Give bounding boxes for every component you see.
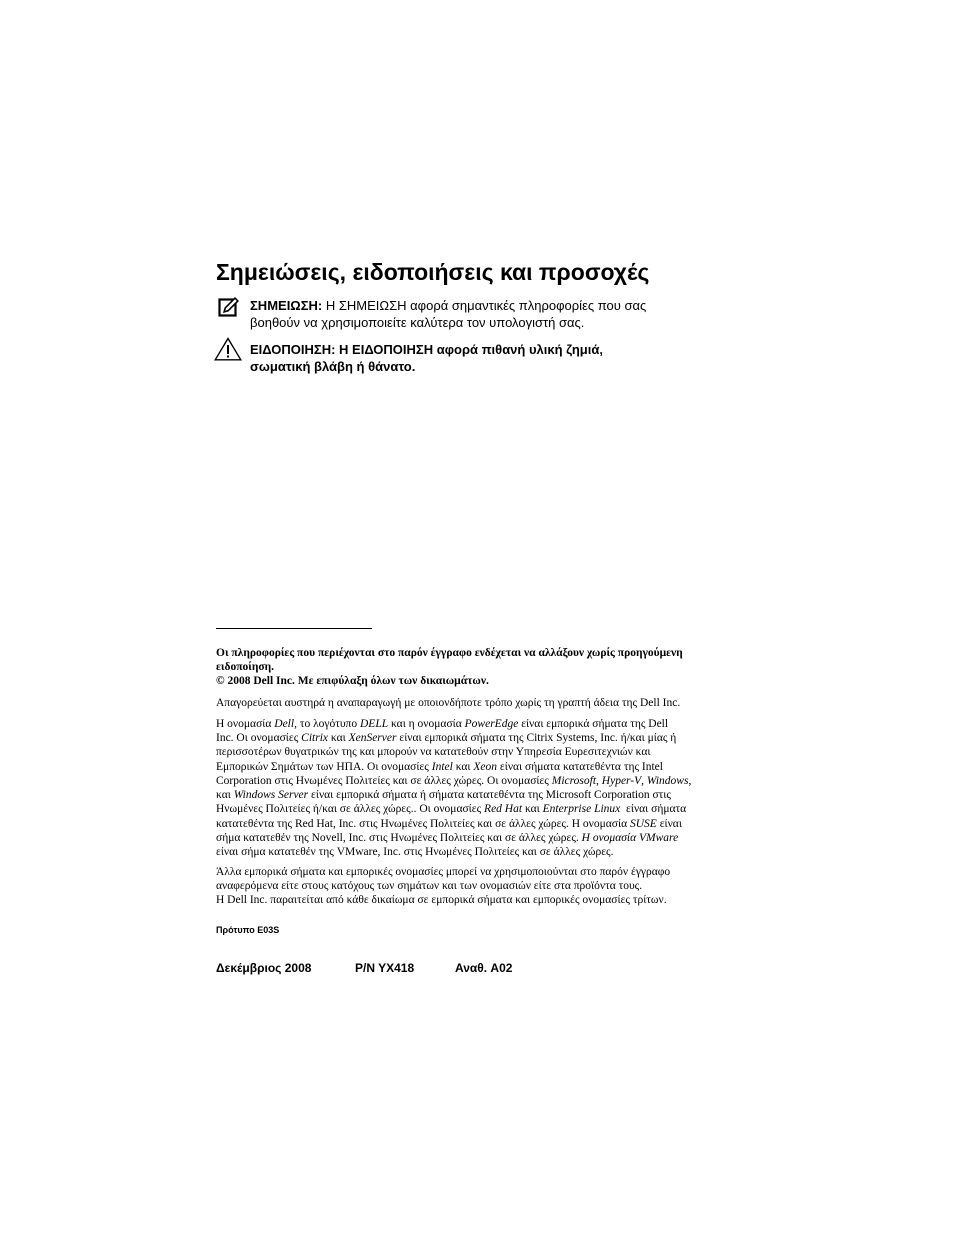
trademark-line: [216, 731, 691, 745]
trademark-line: [216, 817, 691, 831]
trademark-line: [216, 717, 691, 731]
trademark-line: [216, 831, 691, 845]
model-number: Πρότυπο E03S: [216, 925, 280, 935]
trademark-name: DELL: [359, 718, 389, 730]
trademark-text: και: [522, 803, 543, 816]
pencil-note-icon: [218, 296, 240, 317]
note-label: ΣΗΜΕΙΩΣΗ:: [250, 298, 323, 313]
warning-line: σωματική βλάβη ή θάνατο.: [250, 359, 416, 374]
trademark-line: [216, 802, 691, 816]
reproduction-notice: [216, 696, 680, 710]
trademarks-paragraph: [216, 717, 691, 859]
trademark-name: Dell: [274, 718, 295, 730]
trademark-name: XenServer: [348, 732, 397, 745]
trademark-text: κατατεθέντα της Red Hat, Inc. στις Ηνωμένες Πολιτείες και σε άλλες χώρες. Η ονομασία: [216, 817, 630, 830]
trademark-text: είναι: [656, 817, 682, 830]
trademark-text: Εμπορικών Σημάτων των ΗΠΑ. Οι ονομασίες: [216, 760, 432, 773]
trademark-name: Microsoft: [551, 774, 597, 787]
note-line: [250, 297, 646, 314]
trademark-text: Ηνωμένες Πολιτείες ή/και σε άλλες χώρες.. Οι ονομασίες: [216, 803, 485, 816]
warning-text: Η ΕΙΔΟΠΟΙΗΣΗ αφορά πιθανή υλική ζημιά,: [335, 342, 603, 357]
trademark-text: και: [216, 789, 234, 802]
trademark-text: και: [452, 760, 474, 773]
trademark-name: PowerEdge: [464, 718, 519, 730]
trademark-line: [216, 774, 691, 788]
trademark-line: [216, 845, 691, 859]
warning-line: [250, 341, 603, 358]
warning-callout: [250, 341, 603, 375]
trademark-text: είναι σήματα: [620, 803, 687, 816]
trademark-name: Hyper-V: [601, 774, 642, 787]
trademark-name: Enterprise Linux: [542, 803, 621, 816]
reproduction-line: Απαγορεύεται αυστηρά η αναπαραγωγή με οποιονδήποτε τρόπο χωρίς τη γραπτή άδεια της Dell Inc.: [216, 697, 681, 709]
other-trademarks-line: Η Dell Inc. παραιτείται από κάθε δικαίωμα σε εμπορικά σήματα και εμπορικές ονομασίες τρίτων.: [216, 894, 667, 906]
trademark-text: ,: [641, 774, 647, 787]
page-title: Σημειώσεις, ειδοποιήσεις και προσοχές: [216, 259, 650, 285]
trademark-text: είναι σήμα κατατεθέν της VMware, Inc. στις Ηνωμένες Πολιτείες και σε άλλες χώρες.: [216, 845, 614, 858]
trademark-text: , το λογότυπο: [294, 718, 360, 730]
other-trademarks-line: αναφερόμενα είτε στους κατόχους των σημάτων και των ονομασιών είτε στα προϊόντα τους.: [216, 880, 643, 892]
trademark-text: ,: [688, 774, 692, 787]
trademark-text: και: [328, 732, 349, 745]
footer-revision: Αναθ. A02: [455, 961, 513, 975]
other-trademarks-line: Άλλα εμπορικά σήματα και εμπορικές ονομασίες μπορεί να χρησιμοποιούνται στο παρόν έγγραφο: [216, 866, 671, 878]
trademark-text: Corporation στις Ηνωμένες Πολιτείες και σε άλλες χώρες. Οι ονομασίες: [216, 774, 552, 787]
trademark-text: περισσοτέρων θυγατρικών της και μπορούν να κατατεθούν στην Υπηρεσία Ευρεσιτεχνιών και: [216, 746, 651, 759]
other-trademarks-paragraph: [216, 865, 670, 907]
trademark-name: Intel: [431, 760, 453, 773]
trademark-text: είναι εμπορικά σήματα της Dell: [518, 718, 669, 730]
note-text: Η ΣΗΜΕΙΩΣΗ αφορά σημαντικές πληροφορίες που σας: [322, 298, 647, 313]
trademark-name: Xeon: [473, 760, 498, 773]
trademark-line: [216, 760, 691, 774]
trademark-name: SUSE: [629, 817, 657, 830]
disclaimer-line: Οι πληροφορίες που περιέχονται στο παρόν έγγραφο ενδέχεται να αλλάξουν χωρίς προηγούμενη: [216, 647, 683, 659]
trademark-name: Windows: [646, 774, 689, 787]
footer-part-number: P/N YX418: [355, 961, 415, 975]
trademark-text: σήμα κατατεθέν της Novell, Inc. στις Ηνωμένες Πολιτείες και σε άλλες χώρες.: [216, 831, 582, 844]
divider-rule: [216, 628, 372, 629]
note-callout: [250, 297, 646, 331]
disclaimer-block: [216, 646, 683, 688]
trademark-line: [216, 745, 691, 759]
trademark-text: είναι εμπορικά σήματα ή σήματα κατατεθέντα της Microsoft Corporation στις: [308, 789, 671, 802]
trademark-name: Η ονομασία VMware: [581, 831, 679, 844]
disclaimer-line: ειδοποίηση.: [216, 661, 275, 673]
trademark-text: Inc. Οι ονομασίες: [216, 732, 302, 745]
warning-triangle-icon: [214, 337, 242, 361]
copyright-line: © 2008 Dell Inc. Με επιφύλαξη όλων των δικαιωμάτων.: [216, 675, 489, 687]
trademark-text: Η ονομασία: [216, 718, 275, 730]
trademark-name: Windows Server: [233, 789, 309, 802]
trademark-line: [216, 788, 691, 802]
trademark-text: και η ονομασία: [388, 718, 465, 730]
trademark-text: είναι εμπορικά σήματα της Citrix Systems, Inc. ή/και μίας ή: [396, 732, 677, 745]
warning-label: ΕΙΔΟΠΟΙΗΣΗ:: [250, 342, 336, 357]
trademark-text: ,: [596, 774, 602, 787]
trademark-text: είναι σήματα κατατεθέντα της Intel: [497, 760, 663, 773]
footer-date: Δεκέμβριος 2008: [216, 961, 312, 975]
trademark-name: Citrix: [301, 732, 328, 745]
trademark-name: Red Hat: [484, 803, 523, 816]
note-line: βοηθούν να χρησιμοποιείτε καλύτερα τον υπολογιστή σας.: [250, 315, 585, 330]
